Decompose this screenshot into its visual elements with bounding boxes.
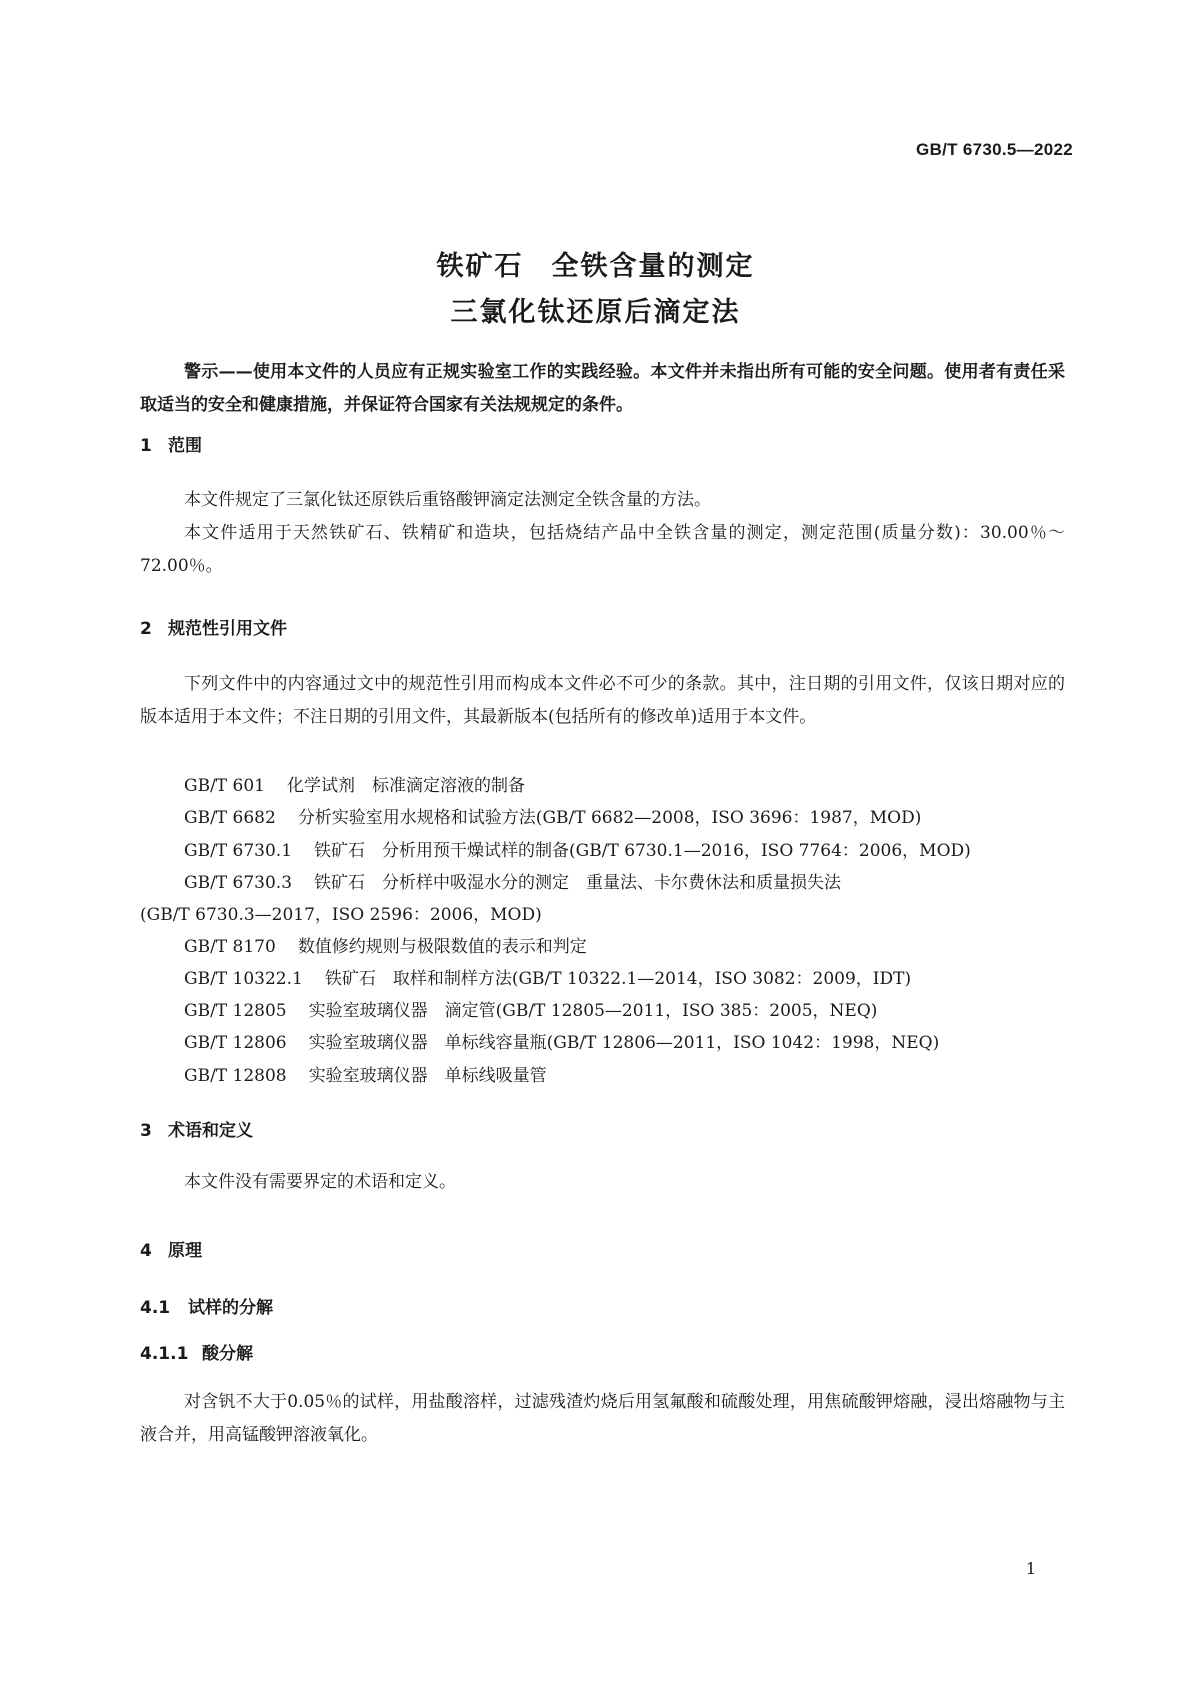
reference-code: GB/T 10322.1	[184, 969, 303, 989]
title-topic: 全铁含量的测定	[551, 251, 755, 282]
page-number: 1	[1025, 1559, 1036, 1578]
reference-item	[184, 836, 971, 861]
section-title: 原理	[168, 1241, 202, 1261]
reference-title: 铁矿石 分析用预干燥试样的制备(GB/T 6730.1—2016，ISO 7764：2006，MOD)	[314, 841, 971, 861]
reference-title: 数值修约规则与极限数值的表示和判定	[297, 937, 587, 957]
document-title-line2: 三氯化钛还原后滴定法	[450, 297, 741, 328]
reference-code: GB/T 12808	[184, 1066, 287, 1086]
reference-title: 铁矿石 分析样中吸湿水分的测定 重量法、卡尔费休法和质量损失法	[314, 873, 842, 893]
reference-item	[184, 803, 921, 828]
section-2-heading	[140, 614, 287, 639]
reference-item	[184, 996, 877, 1021]
section-title: 规范性引用文件	[168, 619, 287, 639]
reference-item	[184, 1028, 939, 1053]
section-title: 术语和定义	[168, 1121, 253, 1141]
reference-code: GB/T 12806	[184, 1033, 287, 1053]
section-number: 3	[140, 1121, 152, 1141]
section-3-heading	[140, 1116, 253, 1141]
reference-item	[184, 932, 587, 957]
section-4-heading	[140, 1236, 202, 1261]
section-1-paragraph-1: 本文件规定了三氯化钛还原铁后重铬酸钾滴定法测定全铁含量的方法。	[184, 490, 711, 510]
section-title: 范围	[168, 436, 202, 456]
reference-code: GB/T 6730.3	[184, 873, 293, 893]
section-1-heading	[140, 431, 202, 456]
reference-title: 化学试剂 标准滴定溶液的制备	[287, 776, 525, 796]
section-1-paragraph-2: 本文件适用于天然铁矿石、铁精矿和造块，包括烧结产品中全铁含量的测定，测定范围(质量分数)：30.00％～72.00％。	[140, 523, 1065, 576]
document-title-line1	[0, 244, 1191, 283]
section-title: 酸分解	[202, 1344, 253, 1364]
reference-code: GB/T 8170	[184, 937, 276, 957]
reference-continuation: (GB/T 6730.3—2017，ISO 2596：2006，MOD)	[140, 905, 542, 925]
reference-code: GB/T 6730.1	[184, 841, 293, 861]
title-subject: 铁矿石	[436, 251, 524, 282]
section-number: 1	[140, 436, 152, 456]
reference-title: 实验室玻璃仪器 滴定管(GB/T 12805—2011，ISO 385：2005，NEQ)	[308, 1001, 878, 1021]
reference-title: 实验室玻璃仪器 单标线吸量管	[308, 1066, 547, 1086]
safety-warning: 警示——使用本文件的人员应有正规实验室工作的实践经验。本文件并未指出所有可能的安全问题。使用者有责任采取适当的安全和健康措施，并保证符合国家有关法规规定的条件。	[140, 362, 1065, 415]
reference-item	[184, 868, 841, 893]
reference-item	[184, 964, 911, 989]
section-2-intro: 下列文件中的内容通过文中的规范性引用而构成本文件必不可少的条款。其中，注日期的引用文件，仅该日期对应的版本适用于本文件；不注日期的引用文件，其最新版本(包括所有的修改单)适用于本文件。	[140, 674, 1065, 727]
reference-code: GB/T 12805	[184, 1001, 287, 1021]
reference-title: 分析实验室用水规格和试验方法(GB/T 6682—2008，ISO 3696：1987，MOD)	[297, 808, 922, 828]
reference-title: 铁矿石 取样和制样方法(GB/T 10322.1—2014，ISO 3082：2009，IDT)	[324, 969, 912, 989]
section-3-paragraph: 本文件没有需要界定的术语和定义。	[184, 1172, 456, 1192]
reference-item	[184, 1061, 547, 1086]
standard-code: GB/T 6730.5—2022	[916, 140, 1073, 159]
section-4-1-1-heading	[140, 1339, 253, 1364]
section-number: 4	[140, 1241, 152, 1261]
section-4-1-1-paragraph: 对含钒不大于0.05％的试样，用盐酸溶样，过滤残渣灼烧后用氢氟酸和硫酸处理，用焦硫酸钾熔融，浸出熔融物与主液合并，用高锰酸钾溶液氧化。	[140, 1392, 1065, 1445]
reference-item	[184, 771, 525, 796]
section-number: 2	[140, 619, 152, 639]
section-4-1-heading	[140, 1293, 273, 1318]
reference-title: 实验室玻璃仪器 单标线容量瓶(GB/T 12806—2011，ISO 1042：1998，NEQ)	[308, 1033, 940, 1053]
section-number: 4.1	[140, 1298, 171, 1318]
section-number: 4.1.1	[140, 1344, 189, 1364]
section-title: 试样的分解	[188, 1298, 273, 1318]
reference-code: GB/T 601	[184, 776, 265, 796]
reference-code: GB/T 6682	[184, 808, 276, 828]
